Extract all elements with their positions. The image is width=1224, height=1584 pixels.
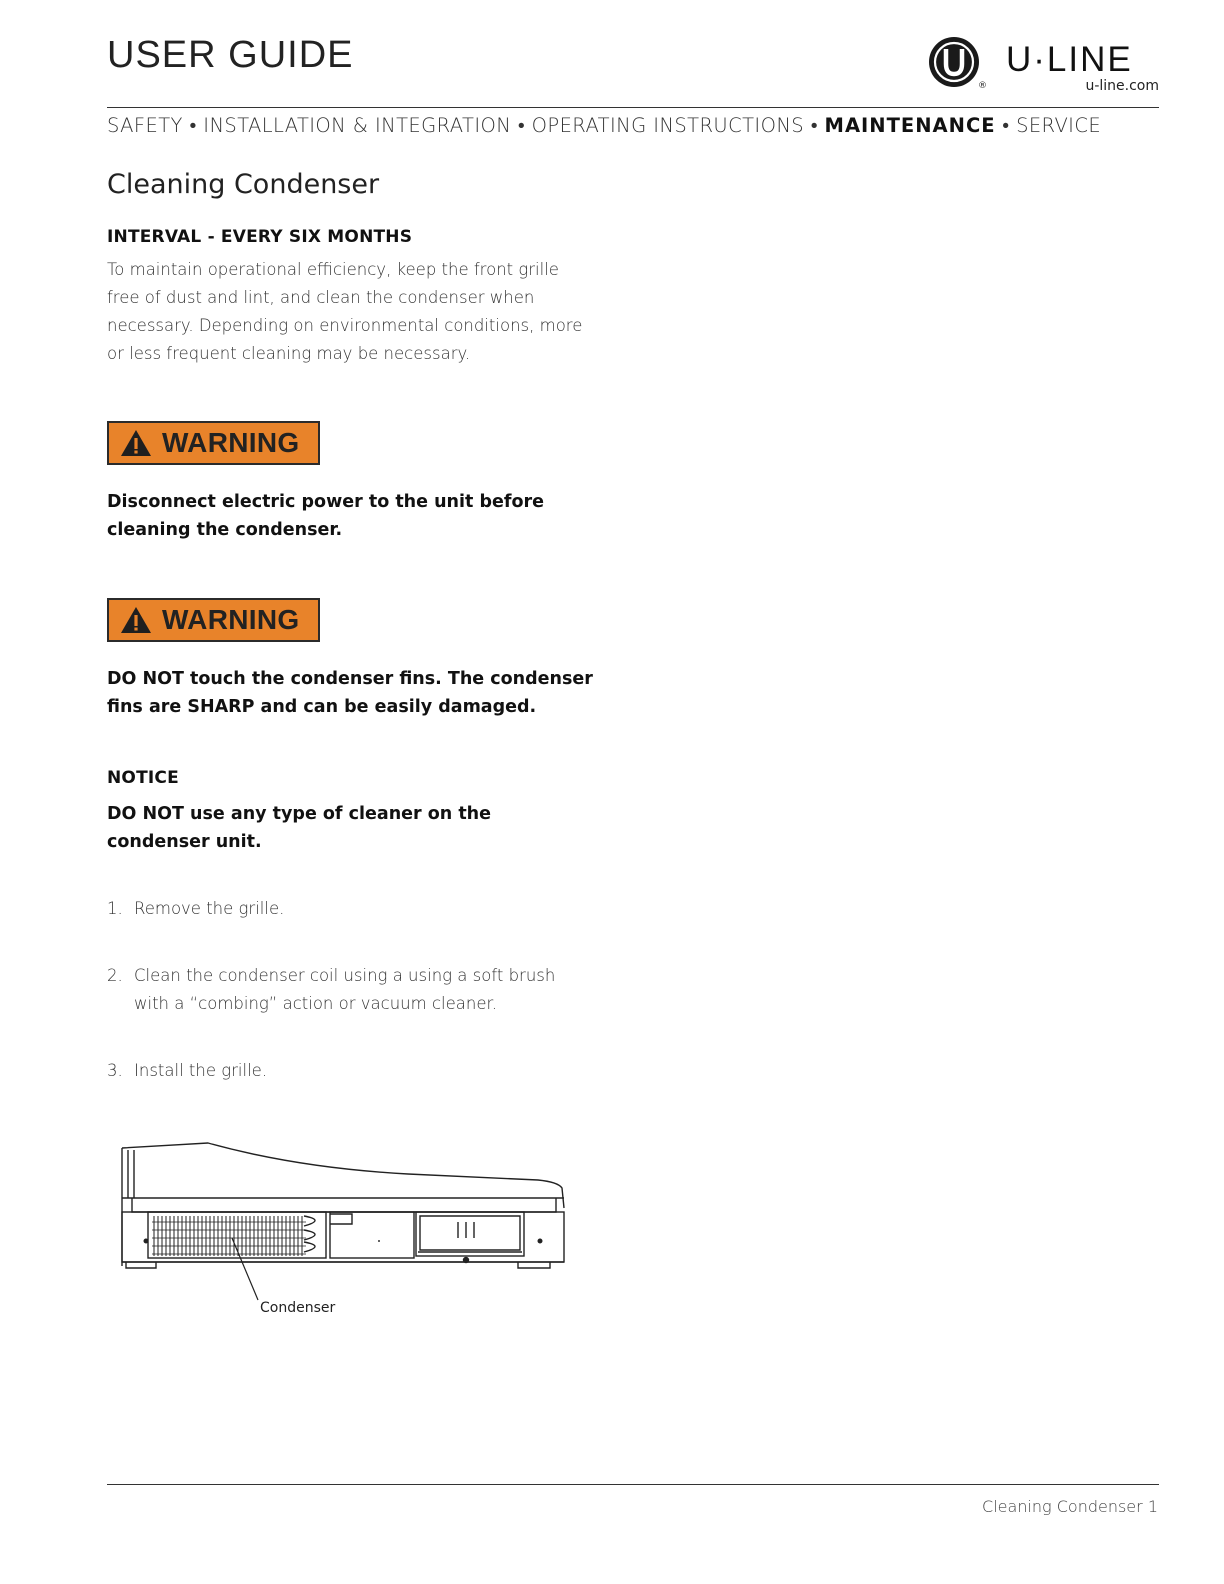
u-line-logo-icon [928, 34, 987, 91]
intro-line: free of dust and lint, and clean the condenser when [107, 288, 535, 307]
nav-separator: • [810, 114, 818, 137]
step-line: with a “combing” action or vacuum cleaner. [134, 994, 497, 1013]
nav-item-maintenance[interactable]: MAINTENANCE [824, 114, 996, 137]
nav-separator: • [189, 114, 197, 137]
intro-line: necessary. Depending on environmental conditions, more [107, 316, 583, 335]
warning-line: fins are SHARP and can be easily damaged. [107, 697, 537, 717]
nav-item-safety[interactable]: SAFETY [107, 114, 183, 137]
nav-item-operating[interactable]: OPERATING INSTRUCTIONS [531, 114, 805, 137]
nav-separator: • [517, 114, 526, 137]
brand-logo [928, 34, 1160, 98]
step-number: 3. [107, 1061, 123, 1080]
warning-line: Disconnect electric power to the unit before [107, 492, 545, 512]
notice-heading: NOTICE [107, 768, 179, 788]
warning-text [107, 488, 627, 544]
notice-text [107, 800, 627, 856]
step-number: 1. [107, 899, 123, 918]
warning-text [107, 665, 627, 721]
footer-page-label: Cleaning Condenser 1 [982, 1497, 1158, 1516]
interval-heading: INTERVAL - EVERY SIX MONTHS [107, 227, 413, 247]
warning-triangle-icon [120, 428, 152, 458]
step-line: Install the grille. [134, 1061, 268, 1080]
nav-item-installation[interactable]: INSTALLATION & INTEGRATION [203, 114, 512, 137]
page-title: USER GUIDE [107, 34, 354, 76]
warning-badge [107, 598, 320, 642]
step-item [107, 895, 594, 923]
notice-line: condenser unit. [107, 832, 262, 852]
logo-wordmark: U·LINE [1006, 40, 1133, 79]
intro-line: To maintain operational efficiency, keep the front grille [107, 260, 559, 279]
refrigerator-base-illustration [118, 1138, 570, 1323]
step-number: 2. [107, 966, 123, 985]
logo-url: u-line.com [1085, 78, 1159, 94]
step-line: Remove the grille. [134, 899, 285, 918]
step-line: Clean the condenser coil using a using a soft brush [134, 966, 556, 985]
section-nav [107, 114, 1162, 138]
warning-line: cleaning the condenser. [107, 520, 343, 540]
warning-badge [107, 421, 320, 465]
warning-label: WARNING [162, 604, 300, 635]
svg-text:®: ® [978, 81, 987, 91]
warning-triangle-icon [120, 605, 152, 635]
condenser-callout-label: Condenser [260, 1300, 336, 1316]
step-item [107, 1057, 594, 1085]
warning-label: WARNING [162, 427, 300, 458]
intro-line: or less frequent cleaning may be necessary. [107, 344, 471, 363]
nav-separator: • [1002, 114, 1010, 137]
section-title: Cleaning Condenser [107, 169, 380, 200]
nav-item-service[interactable]: SERVICE [1016, 114, 1102, 137]
footer-rule [107, 1484, 1159, 1485]
warning-line: DO NOT touch the condenser fins. The condenser [107, 669, 593, 689]
step-item [107, 962, 594, 1018]
notice-line: DO NOT use any type of cleaner on the [107, 804, 492, 824]
header-rule [107, 107, 1159, 108]
intro-paragraph [107, 256, 607, 368]
